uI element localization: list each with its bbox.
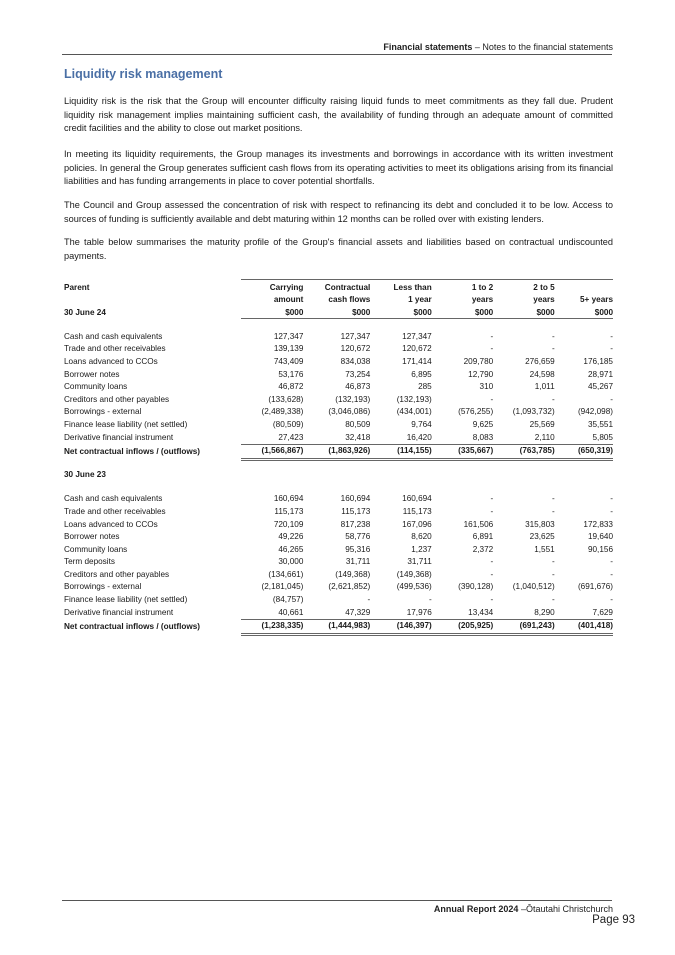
cell: 167,096 [402,519,432,529]
cell: - [367,595,371,605]
col-header-line2: 1 year [408,295,432,305]
footer-city: Ōtautahi Christchurch [525,904,613,914]
cell: - [610,494,613,504]
total-label: Net contractual inflows / (outflows) [64,621,201,631]
cell: (1,093,732) [512,407,555,417]
row-label: Borrower notes [64,369,120,379]
cell: 27,423 [278,432,304,442]
cell: 310 [479,382,494,392]
total-label: Net contractual inflows / (outflows) [64,446,201,456]
table-header-row [64,293,613,306]
table-row [64,394,613,407]
total-cell: (146,397) [370,620,431,635]
paragraph-requirements: In meeting its liquidity requirements, the Group manages its investments and borrowings in accordance with its written investment policies. In general the Group generates sufficient cash flows from its operating activities to meet its obligations arising from its financial liabilities and has funding arrangements in place to cover potential shortfalls. [64,149,613,186]
total-cell: (1,444,983) [303,620,370,635]
col-unit: $000 [493,305,554,318]
paragraph-definition: Liquidity risk is the risk that the Group will encounter difficulty raising liquid funds to meet commitments as they fall due. Prudent liquidity risk management implies maintaining sufficient cash, the availability of funding through an adequate amount of committed credit facilities and the ability to close out market positions. [64,96,613,133]
cell: - [429,595,432,605]
header-section: Financial statements [383,42,473,52]
cell: 30,000 [278,557,304,567]
cell: 115,173 [402,506,432,516]
total-cell: (1,238,335) [241,620,304,635]
cell: (2,489,338) [261,407,304,417]
table-row [64,556,613,569]
cell: 7,629 [592,607,613,617]
cell: (1,040,512) [512,582,555,592]
total-row [64,445,613,460]
row-label: Borrower notes [64,532,120,542]
cell: 6,895 [411,369,432,379]
cell: 40,661 [278,607,304,617]
cell: 9,764 [411,419,432,429]
cell: 160,694 [402,494,432,504]
total-cell: (650,319) [555,445,613,460]
cell: 172,833 [583,519,613,529]
cell: 160,694 [340,494,371,504]
section-title: Liquidity risk management [64,67,223,81]
footer-rule [62,900,612,901]
table-row [64,607,613,620]
table-header-row [64,280,613,293]
cell: 31,711 [407,557,432,567]
table-row [64,493,613,506]
row-label: Trade and other receivables [64,506,166,516]
total-cell: (763,785) [493,445,554,460]
table-row [64,369,613,382]
page-number: Page 93 [592,914,635,926]
cell: 95,316 [345,544,371,554]
cell: 32,418 [345,432,371,442]
total-cell: (691,243) [493,620,554,635]
cell: 743,409 [273,356,304,366]
cell: 12,790 [468,369,494,379]
footer-report: Annual Report 2024 [433,904,519,914]
cell: 17,976 [406,607,432,617]
entity-label: Parent [64,282,90,292]
cell: 5,805 [592,432,613,442]
section-label-2024: 30 June 24 [64,308,106,318]
col-header-1-to-2: 1 to 2 [432,280,493,293]
table-row [64,356,613,369]
cell: 90,156 [587,544,613,554]
cell: 139,139 [273,344,304,354]
row-label: Creditors and other payables [64,569,170,579]
cell: (149,368) [335,569,371,579]
section-label-2023: 30 June 23 [64,469,106,479]
col-header-carrying: Carrying [241,280,304,293]
cell: (691,676) [577,582,613,592]
col-header-line2: amount [273,295,304,305]
table-row [64,343,613,356]
cell: 176,185 [583,356,613,366]
cell: - [551,595,555,605]
footer-separator: – [518,904,526,914]
row-label: Derivative financial instrument [64,432,174,442]
table-row [64,331,613,344]
col-unit: $000 [370,305,431,318]
cell: 9,625 [472,419,494,429]
row-label: Cash and cash equivalents [64,331,163,341]
cell: 47,329 [345,607,371,617]
table-row [64,506,613,519]
cell: 23,625 [529,532,555,542]
table-header-row [64,305,613,318]
cell: 49,226 [278,532,304,542]
table-row [64,432,613,445]
section-2023-body [64,459,613,634]
cell: 6,891 [472,532,494,542]
cell: (2,621,852) [328,582,371,592]
cell: - [551,494,555,504]
cell: 58,776 [345,532,371,542]
row-label: Derivative financial instrument [64,607,174,617]
cell: - [490,331,494,341]
cell: 1,011 [534,382,555,392]
table-row [64,581,613,594]
row-label: Borrowings - external [64,582,142,592]
cell: - [551,344,555,354]
header-subsection: Notes to the financial statements [482,42,613,52]
header-separator: – [472,42,483,52]
row-label: Borrowings - external [64,407,142,417]
cell: - [551,569,555,579]
total-cell: (1,863,926) [303,445,370,460]
col-header-line2: years [471,295,494,305]
row-label: Creditors and other payables [64,394,170,404]
total-cell: (205,925) [432,620,493,635]
cell: 834,038 [340,356,371,366]
cell: (80,509) [272,419,304,429]
cell: (149,368) [396,569,432,579]
cell: 25,569 [529,419,555,429]
row-label: Trade and other receivables [64,344,166,354]
table-row [64,519,613,532]
paragraph-concentration: The Council and Group assessed the concentration of risk with respect to refinancing its debt and concluded it to be low. Access to sources of funding is sufficiently available and debt maturing within 12 months can be rolled over with existing lenders. [64,200,613,224]
total-row [64,620,613,635]
cell: 45,267 [587,382,613,392]
cell: 73,254 [345,369,371,379]
cell: - [610,557,613,567]
cell: 16,420 [406,432,432,442]
cell: 120,672 [340,344,371,354]
cell: 35,551 [587,419,613,429]
cell: 285 [418,382,432,392]
cell: 46,873 [345,382,371,392]
cell: - [610,569,613,579]
table-row [64,544,613,557]
col-unit: $000 [555,305,613,318]
maturity-profile-table [64,279,613,636]
cell: (132,193) [335,394,371,404]
row-label: Loans advanced to CCOs [64,519,158,529]
total-cell: (114,155) [370,445,431,460]
cell: - [490,569,494,579]
cell: 120,672 [402,344,432,354]
cell: 127,347 [402,331,432,341]
cell: 115,173 [274,506,304,516]
table-row [64,381,613,394]
cell: (132,193) [396,394,432,404]
cell: (942,098) [577,407,613,417]
col-header-line2: 5+ years [579,295,613,305]
cell: 276,659 [525,356,555,366]
cell: (576,255) [458,407,494,417]
cell: - [551,331,555,341]
cell: 127,347 [273,331,304,341]
cell: 161,506 [463,519,494,529]
cell: - [490,344,494,354]
col-header-5-plus [555,280,613,293]
cell: - [490,494,494,504]
cell: (499,536) [396,582,432,592]
running-header [383,42,613,52]
cell: 115,173 [341,506,371,516]
row-label: Loans advanced to CCOs [64,356,158,366]
row-label: Community loans [64,382,128,392]
total-cell: (335,667) [432,445,493,460]
col-header-less-than: Less than [370,280,431,293]
col-header-line2: years [533,295,555,305]
cell: 8,620 [411,532,432,542]
cell: 8,290 [534,607,555,617]
cell: 31,711 [345,557,371,567]
col-unit: $000 [432,305,493,318]
cell: - [610,595,613,605]
cell: 8,083 [472,432,494,442]
header-rule [62,54,612,55]
cell: - [490,557,494,567]
cell: 46,872 [278,382,304,392]
table-row [64,419,613,432]
cell: 2,110 [534,432,555,442]
row-label: Finance lease liability (net settled) [64,595,188,605]
cell: - [610,344,613,354]
cell: - [610,506,613,516]
cell: 127,347 [340,331,371,341]
cell: 171,414 [402,356,432,366]
table-row [64,406,613,419]
cell: 160,694 [273,494,304,504]
cell: - [610,394,613,404]
col-header-line2: cash flows [328,295,371,305]
col-header-2-to-5: 2 to 5 [493,280,554,293]
table-row [64,594,613,607]
section-label-row [64,469,613,482]
cell: (84,757) [272,595,304,605]
cell: - [551,557,555,567]
cell: (134,661) [268,569,304,579]
cell: - [490,394,494,404]
row-label: Cash and cash equivalents [64,494,163,504]
total-cell: (401,418) [555,620,613,635]
cell: (2,181,045) [261,582,304,592]
row-label: Finance lease liability (net settled) [64,419,188,429]
row-label: Term deposits [64,557,115,567]
col-unit: $000 [303,305,370,318]
cell: (434,001) [396,407,432,417]
table-row [64,531,613,544]
cell: 315,803 [525,519,555,529]
col-header-contractual: Contractual [303,280,370,293]
cell: 46,265 [278,544,304,554]
row-label: Community loans [64,544,128,554]
cell: - [490,506,494,516]
paragraph-table-intro: The table below summarises the maturity profile of the Group's financial assets and liabilities based on contractual undiscounted payments. [64,237,613,261]
cell: 80,509 [345,419,371,429]
cell: 28,971 [587,369,613,379]
cell: (390,128) [458,582,494,592]
cell: - [551,506,555,516]
total-cell: (1,566,867) [241,445,304,460]
cell: 1,237 [411,544,432,554]
col-unit: $000 [241,305,304,318]
cell: (3,046,086) [328,407,371,417]
running-footer [434,904,613,914]
cell: 2,372 [472,544,494,554]
section-2024-body [64,318,613,459]
cell: (133,628) [268,394,304,404]
cell: - [610,331,613,341]
cell: 1,551 [534,544,555,554]
cell: 720,109 [273,519,304,529]
cell: 209,780 [463,356,494,366]
cell: 13,434 [468,607,494,617]
cell: 19,640 [587,532,613,542]
cell: 24,598 [529,369,555,379]
table-row [64,569,613,582]
cell: - [551,394,555,404]
cell: 817,238 [340,519,371,529]
cell: 53,176 [278,369,304,379]
cell: - [490,595,494,605]
